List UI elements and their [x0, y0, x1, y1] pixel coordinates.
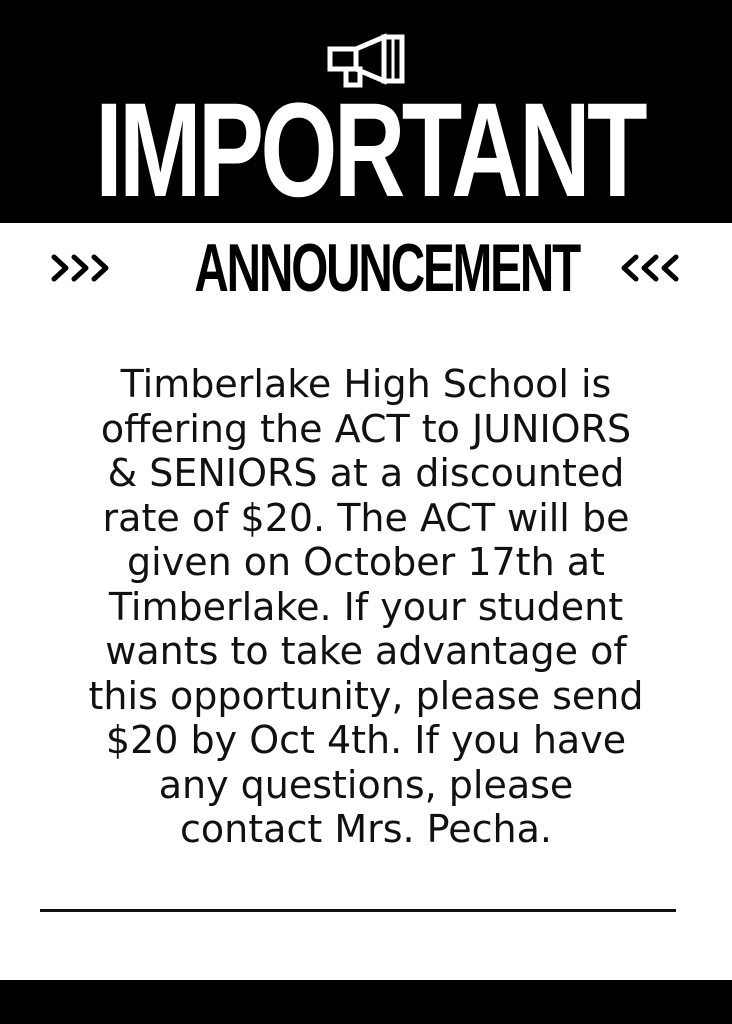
- divider-line: [40, 909, 676, 912]
- body-line: rate of $20. The ACT will be: [102, 495, 630, 540]
- body-line: contact Mrs. Pecha.: [180, 807, 552, 851]
- header-band: [0, 0, 732, 223]
- announcement-body: [12, 362, 720, 852]
- chevrons-left-icon: [616, 251, 686, 285]
- chevrons-right-icon: [50, 251, 120, 285]
- body-line: any questions, please: [158, 762, 574, 807]
- body-line: given on October 17th at: [127, 540, 605, 584]
- body-line: $20 by Oct 4th. If you have: [105, 718, 627, 762]
- announcement-heading: ANNOUNCEMENT: [194, 230, 580, 306]
- body-line: Timberlake High School is: [120, 362, 612, 406]
- body-line: & SENIORS at a discounted: [107, 451, 625, 495]
- page-title: IMPORTANT: [95, 76, 644, 225]
- footer-band: [0, 980, 732, 1024]
- body-line: offering the ACT to JUNIORS: [100, 406, 632, 451]
- body-line: this opportunity, please send: [88, 673, 644, 718]
- subtitle-row: [0, 230, 732, 306]
- body-line: Timberlake. If your student: [108, 584, 624, 629]
- body-line: wants to take advantage of: [105, 629, 627, 673]
